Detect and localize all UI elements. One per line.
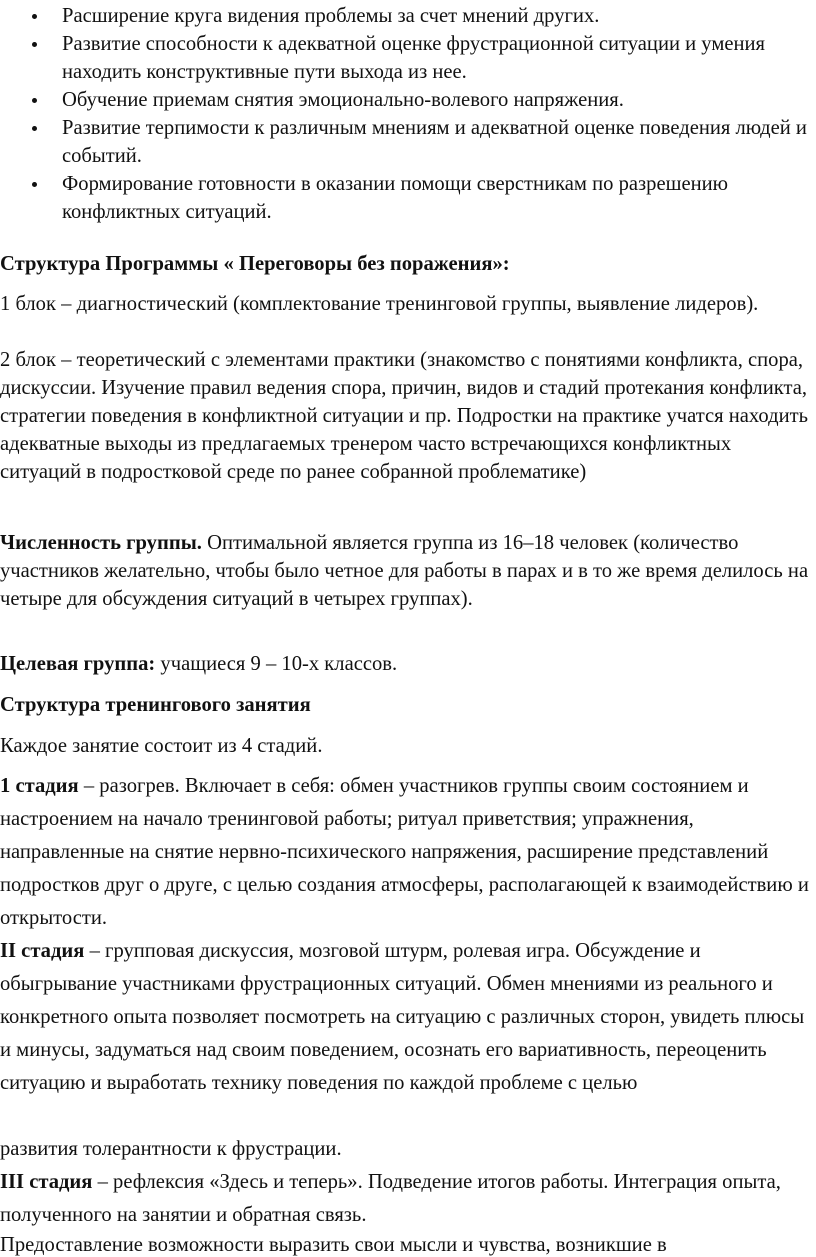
- group-size-text: Оптимальной является группа из 16–18 человек (количество участников желательно, чтобы было четное для работы в парах и в то же время делилось на четыре для обсуждения ситуаций в четырех группах).: [0, 532, 809, 610]
- session-intro: Каждое занятие состоит из 4 стадий.: [0, 735, 323, 757]
- bullet-text: Развитие способности к адекватной оценке фрустрационной ситуации и умения находить конструктивные пути выхода из нее.: [62, 33, 766, 83]
- bullet-dot-icon: [32, 14, 37, 19]
- stage1-label: 1 стадия: [0, 775, 79, 797]
- bullet-text: Развитие терпимости к различным мнениям и адекватной оценке поведения людей и событий.: [62, 117, 807, 167]
- bullet-text: Расширение круга видения проблемы за счет мнений других.: [62, 5, 600, 27]
- block2-paragraph: 2 блок – теоретический с элементами практики (знакомство с понятиями конфликта, спора, дискуссии. Изучение правил ведения спора, причин, видов и стадий протекания конфликта, стратегии поведения в конфликтной ситуации и пр. Подростки на практике учатся находить адекватные выходы из предлагаемых тренером часто встречающихся конфликтных ситуаций в подростковой среде по ранее собранной проблематике): [0, 349, 809, 483]
- stage2-paragraph: [0, 935, 812, 1100]
- target-group-label: Целевая группа:: [0, 653, 156, 675]
- stage2-paragraph-end: развития толерантности к фрустрации.: [0, 1138, 342, 1160]
- goals-bullet-list: [0, 2, 816, 226]
- target-group-paragraph: [0, 650, 812, 678]
- bullet-dot-icon: [32, 126, 37, 131]
- block1-paragraph: 1 блок – диагностический (комплектование тренинговой группы, выявление лидеров).: [0, 293, 759, 315]
- stage2-label: II стадия: [0, 940, 85, 962]
- bullet-dot-icon: [32, 42, 37, 47]
- structure-heading: Структура Программы « Переговоры без поражения»:: [0, 253, 510, 275]
- stage3-text: – рефлексия «Здесь и теперь». Подведение итогов работы. Интеграция опыта, полученного на занятии и обратная связь.: [0, 1171, 781, 1226]
- stage3-paragraph: [0, 1166, 812, 1232]
- bullet-item: [0, 170, 816, 226]
- bullet-item: [0, 2, 816, 30]
- bullet-item: [0, 86, 816, 114]
- session-heading: Структура тренингового занятия: [0, 694, 311, 716]
- bullet-item: [0, 114, 816, 170]
- bullet-text: Обучение приемам снятия эмоционально-волевого напряжения.: [62, 89, 624, 111]
- final-paragraph: Предоставление возможности выразить свои мысли и чувства, возникшие в: [0, 1234, 667, 1256]
- group-size-label: Численность группы.: [0, 532, 202, 554]
- stage1-paragraph: [0, 770, 812, 935]
- stage1-text: – разогрев. Включает в себя: обмен участников группы своим состоянием и настроением на начало тренинговой работы; ритуал приветствия; упражнения, направленные на снятие нервно-психического напряжения, расширение представлений подростков друг о друге, с целью создания атмосферы, располагающей к взаимодействию и открытости.: [0, 775, 809, 929]
- group-size-paragraph: [0, 529, 812, 613]
- bullet-text: Формирование готовности в оказании помощи сверстникам по разрешению конфликтных ситуаций.: [62, 173, 729, 223]
- bullet-dot-icon: [32, 98, 37, 103]
- bullet-dot-icon: [32, 182, 37, 187]
- stage3-label: III стадия: [0, 1171, 93, 1193]
- bullet-item: [0, 30, 816, 86]
- stage2-text: – групповая дискуссия, мозговой штурм, ролевая игра. Обсуждение и обыгрывание участниками фрустрационных ситуаций. Обмен мнениями из реального и конкретного опыта позволяет посмотреть на ситуацию с различных сторон, увидеть плюсы и минусы, задуматься над своим поведением, осознать его вариативность, переоценить ситуацию и выработать технику поведения по каждой проблеме с целью: [0, 940, 805, 1094]
- target-group-text: учащиеся 9 – 10-х классов.: [155, 653, 398, 675]
